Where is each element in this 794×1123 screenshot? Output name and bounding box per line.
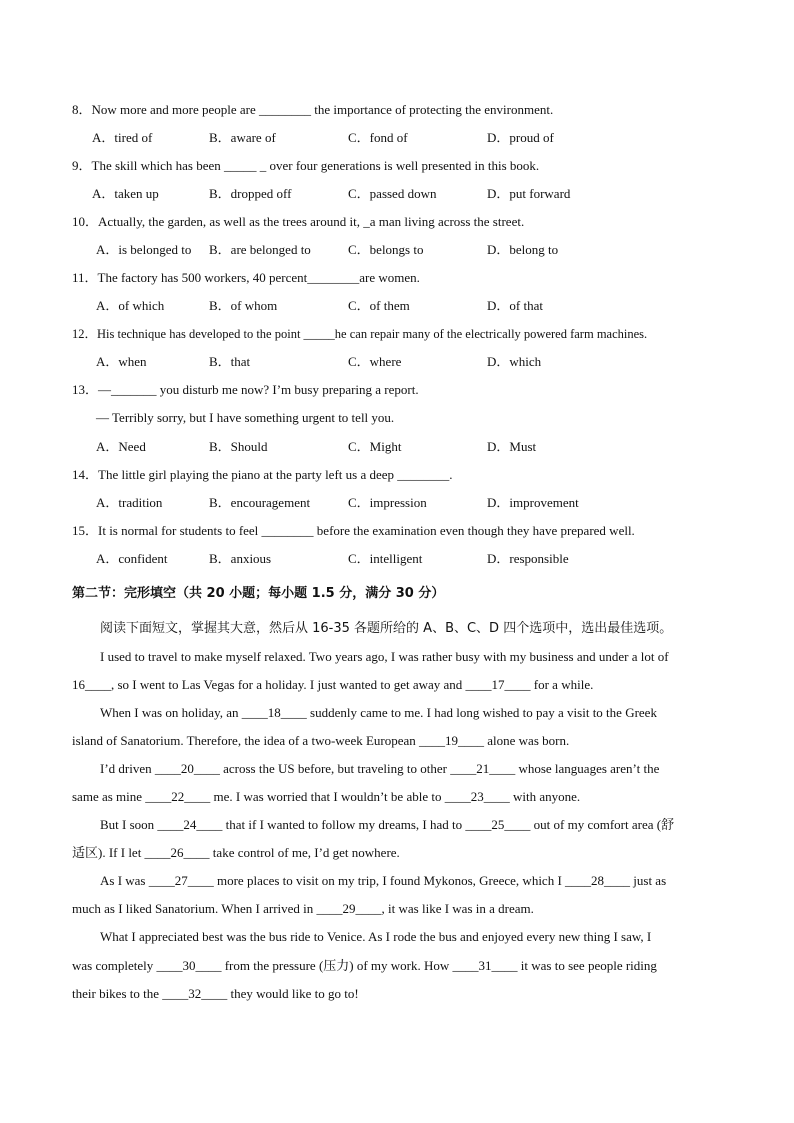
passage-line: much as I liked Sanatorium. When I arrived in ____29____, it was like I was in a dream. — [72, 901, 534, 916]
q13-option-c: C．Might — [348, 439, 402, 454]
q15-option-a: A．confident — [96, 551, 168, 566]
q15-option-d: D．responsible — [487, 551, 569, 566]
passage-line: When I was on holiday, an ____18____ suddenly came to me. I had long wished to pay a visit to the Greek — [100, 705, 657, 720]
q12-option-c: C．where — [348, 354, 402, 369]
q13-option-a: A．Need — [96, 439, 146, 454]
q15-option-c: C．intelligent — [348, 551, 423, 566]
q11-option-a: A．of which — [96, 298, 165, 313]
q10-option-a: A．is belonged to — [96, 242, 192, 257]
q11-option-c: C．of them — [348, 298, 410, 313]
question-8-stem: 8．Now more and more people are ________ the importance of protecting the environment. — [72, 102, 554, 117]
question-14-stem: 14．The little girl playing the piano at the party left us a deep ________. — [72, 467, 453, 482]
q11-option-d: D．of that — [487, 298, 543, 313]
passage-line: 适区). If I let ____26____ take control of me, I’d get nowhere. — [72, 845, 400, 860]
q12-option-a: A．when — [96, 354, 147, 369]
passage-line: their bikes to the ____32____ they would like to go to! — [72, 986, 359, 1001]
question-11-stem: 11．The factory has 500 workers, 40 percent________are women. — [72, 270, 420, 285]
q8-option-c: C．fond of — [348, 130, 408, 145]
passage-line: I’d driven ____20____ across the US before, but traveling to other ____21____ whose languages aren’t the — [100, 761, 660, 776]
passage-line: 16____, so I went to Las Vegas for a holiday. I just wanted to get away and ____17____ for a while. — [72, 677, 594, 692]
question-13-stem: 13．—_______ you disturb me now? I’m busy preparing a report. — [72, 382, 419, 397]
q11-option-b: B．of whom — [209, 298, 278, 313]
q12-option-d: D．which — [487, 354, 542, 369]
q8-option-d: D．proud of — [487, 130, 554, 145]
passage-line: But I soon ____24____ that if I wanted to follow my dreams, I had to ____25____ out of my comfort area (舒 — [100, 817, 675, 832]
q10-option-b: B．are belonged to — [209, 242, 311, 257]
passage-line: What I appreciated best was the bus ride to Venice. As I rode the bus and enjoyed every new thing I saw, I — [100, 929, 652, 944]
passage-line: As I was ____27____ more places to visit on my trip, I found Mykonos, Greece, which I ____28____ just as — [100, 873, 667, 888]
question-15-stem: 15．It is normal for students to feel ________ before the examination even though they have prepared well. — [72, 523, 635, 538]
q14-option-a: A．tradition — [96, 495, 163, 510]
q10-option-d: D．belong to — [487, 242, 559, 257]
q15-option-b: B．anxious — [209, 551, 272, 566]
q9-option-c: C．passed down — [348, 186, 437, 201]
q14-option-c: C．impression — [348, 495, 427, 510]
question-12-stem: 12．His technique has developed to the point _____he can repair many of the electrically powered farm machines. — [72, 327, 648, 341]
question-9-stem: 9．The skill which has been _____ _ over four generations is well presented in this book. — [72, 158, 540, 173]
question-10-stem: 10．Actually, the garden, as well as the trees around it, _a man living across the street. — [72, 214, 525, 229]
passage-line: was completely ____30____ from the pressure (压力) of my work. How ____31____ it was to see people riding — [72, 958, 657, 973]
q14-option-d: D．improvement — [487, 495, 579, 510]
q9-option-d: D．put forward — [487, 186, 571, 201]
q9-option-a: A．taken up — [92, 186, 159, 201]
passage-line: I used to travel to make myself relaxed. Two years ago, I was rather busy with my business and under a lot of — [100, 649, 669, 664]
question-13-reply: — Terribly sorry, but I have something urgent to tell you. — [96, 410, 395, 425]
section-instruction: 阅读下面短文，掌握其大意，然后从 16-35 各题所给的 A、B、C、D 四个选项中，选出最佳选项。 — [100, 621, 673, 636]
q10-option-c: C．belongs to — [348, 242, 424, 257]
q8-option-b: B．aware of — [209, 130, 276, 145]
q13-option-b: B．Should — [209, 439, 268, 454]
q9-option-b: B．dropped off — [209, 186, 292, 201]
passage-line: island of Sanatorium. Therefore, the idea of a two-week European ____19____ alone was born. — [72, 733, 570, 748]
q12-option-b: B．that — [209, 354, 251, 369]
q8-option-a: A．tired of — [92, 130, 153, 145]
section-heading: 第二节：完形填空（共 20 小题；每小题 1.5 分，满分 30 分） — [72, 586, 445, 601]
q13-option-d: D．Must — [487, 439, 537, 454]
passage-line: same as mine ____22____ me. I was worried that I wouldn’t be able to ____23____ with anyone. — [72, 789, 581, 804]
q14-option-b: B．encouragement — [209, 495, 311, 510]
